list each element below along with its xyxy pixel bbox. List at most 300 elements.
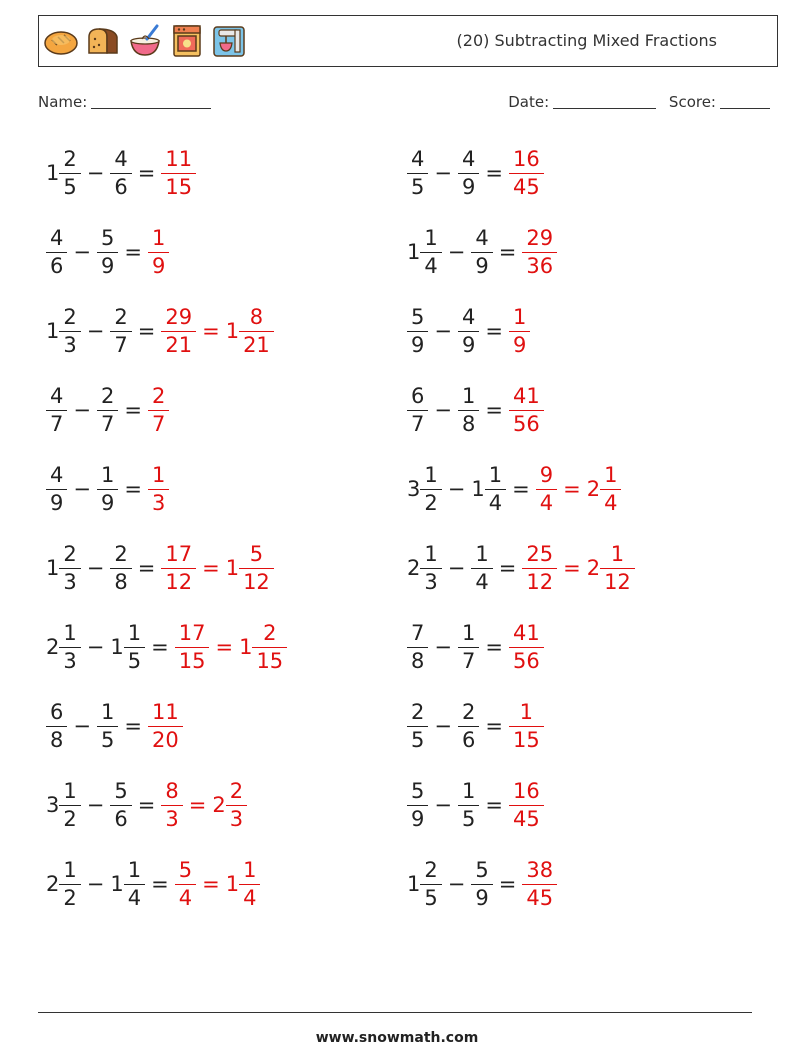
minuend-number	[407, 462, 442, 515]
answer-improper-number	[175, 857, 196, 910]
answer-mixed-number	[586, 462, 622, 515]
minuend-whole: 3	[46, 793, 60, 817]
subtrahend-number	[458, 146, 479, 199]
answer	[509, 699, 544, 752]
subtrahend-fraction	[460, 383, 477, 436]
subtrahend-number	[97, 225, 118, 278]
subtrahend-numerator: 2	[461, 699, 476, 724]
score-blank[interactable]	[720, 94, 770, 109]
minuend-numerator: 4	[411, 146, 425, 171]
answer-equals-sign: =	[215, 635, 234, 659]
problem-item	[46, 378, 169, 442]
subtrahend-fraction	[99, 383, 116, 436]
subtrahend-fraction	[460, 620, 477, 673]
answer-improper-denominator: 9	[509, 331, 530, 356]
minuend-denominator: 3	[420, 568, 441, 593]
subtrahend-fraction	[487, 462, 504, 515]
minuend-number	[407, 146, 428, 199]
answer-mixed-fraction	[241, 857, 258, 910]
minus-sign: −	[86, 319, 105, 343]
minuend-fraction	[61, 620, 78, 673]
subtrahend-number	[471, 225, 492, 278]
answer-improper-numerator: 17	[178, 620, 206, 645]
answer	[536, 462, 622, 515]
subtrahend-fraction	[473, 225, 490, 278]
subtrahend-denominator: 7	[110, 331, 131, 356]
minuend-whole: 1	[46, 319, 60, 343]
answer-improper-fraction	[524, 225, 555, 278]
answer-improper-numerator: 29	[526, 225, 554, 250]
answer-mixed-number	[212, 778, 247, 831]
problem-item	[46, 299, 274, 363]
answer-mixed-whole: 1	[225, 319, 240, 343]
minus-sign: −	[447, 556, 466, 580]
subtrahend-fraction	[99, 462, 116, 515]
subtrahend-fraction	[460, 699, 477, 752]
subtrahend-number	[458, 620, 479, 673]
answer-improper-denominator: 21	[161, 331, 196, 356]
minuend-whole: 3	[407, 477, 421, 501]
answer-improper-fraction	[150, 225, 167, 278]
minus-sign: −	[73, 477, 91, 501]
answer-mixed-number	[239, 620, 287, 673]
minuend-fraction	[61, 857, 78, 910]
subtrahend-numerator: 4	[475, 225, 489, 250]
answer-improper-number	[522, 541, 557, 594]
problem-item	[46, 457, 169, 521]
answer-improper-fraction	[511, 383, 542, 436]
answer	[175, 620, 287, 673]
answer-improper-denominator: 3	[148, 489, 169, 514]
answer	[509, 620, 544, 673]
answer-improper-numerator: 5	[178, 857, 193, 882]
answer-improper-numerator: 29	[165, 304, 193, 329]
answer-equals-sign: =	[202, 556, 220, 580]
minuend-numerator: 2	[63, 304, 77, 329]
minus-sign: −	[447, 477, 466, 501]
answer-improper-fraction	[511, 146, 542, 199]
minuend-whole: 1	[407, 240, 421, 264]
minus-sign: −	[86, 161, 105, 185]
answer-improper-fraction	[511, 699, 542, 752]
subtrahend-number	[471, 462, 506, 515]
equals-sign: =	[151, 872, 169, 896]
subtrahend-denominator: 9	[458, 331, 479, 356]
minus-sign: −	[73, 240, 91, 264]
subtrahend-number	[110, 304, 131, 357]
mixing-bowl-icon	[127, 23, 163, 59]
problem-item	[407, 536, 635, 600]
minuend-number	[46, 699, 67, 752]
subtrahend-fraction	[126, 857, 143, 910]
answer-mixed-numerator: 8	[249, 304, 264, 329]
subtrahend-numerator: 5	[114, 778, 128, 803]
subtrahend-denominator: 6	[110, 805, 131, 830]
problem-item	[407, 852, 557, 916]
minus-sign: −	[73, 714, 91, 738]
minuend-fraction	[61, 146, 78, 199]
equals-sign: =	[137, 793, 156, 817]
subtrahend-whole: 1	[471, 477, 485, 501]
answer-improper-fraction	[511, 778, 542, 831]
subtrahend-denominator: 9	[471, 884, 492, 909]
answer-improper-fraction	[524, 857, 555, 910]
subtrahend-numerator: 2	[114, 304, 128, 329]
subtrahend-denominator: 9	[97, 252, 118, 277]
problem-item	[407, 378, 544, 442]
date-label: Date:	[508, 93, 550, 111]
subtrahend-numerator: 1	[127, 857, 142, 882]
answer-mixed-whole: 2	[586, 477, 601, 501]
score-label: Score:	[668, 93, 716, 111]
answer-improper-fraction	[177, 620, 208, 673]
minuend-fraction	[409, 699, 426, 752]
subtrahend-numerator: 2	[114, 541, 128, 566]
minuend-fraction	[409, 146, 426, 199]
subtrahend-numerator: 1	[475, 541, 489, 566]
minuend-fraction	[422, 857, 439, 910]
answer-mixed-denominator: 12	[600, 568, 635, 593]
footer-divider	[38, 1012, 752, 1013]
subtrahend-numerator: 2	[100, 383, 115, 408]
minuend-denominator: 7	[46, 410, 67, 435]
minus-sign: −	[447, 240, 466, 264]
equals-sign: =	[137, 161, 156, 185]
minuend-fraction	[61, 778, 78, 831]
subtrahend-denominator: 6	[110, 173, 131, 198]
answer-mixed-whole: 1	[225, 872, 240, 896]
minuend-number	[46, 383, 67, 436]
problem-item	[407, 773, 544, 837]
answer-improper-numerator: 11	[151, 699, 179, 724]
answer-improper-number	[522, 857, 557, 910]
minuend-fraction	[61, 304, 78, 357]
minuend-numerator: 2	[63, 146, 77, 171]
minuend-numerator: 6	[411, 383, 425, 408]
problem-item	[46, 852, 260, 916]
answer-mixed-number	[225, 304, 274, 357]
subtrahend-number	[458, 383, 479, 436]
problem-item	[46, 141, 196, 205]
minuend-number	[46, 146, 81, 199]
equals-sign: =	[485, 319, 503, 343]
problem-item	[407, 694, 544, 758]
answer-improper-fraction	[511, 304, 528, 357]
subtrahend-numerator: 4	[461, 304, 476, 329]
answer-mixed-fraction	[254, 620, 285, 673]
answer-improper-numerator: 8	[165, 778, 179, 803]
answer-mixed-fraction	[602, 462, 619, 515]
answer-mixed-numerator: 1	[243, 857, 257, 882]
answer-improper-number	[161, 541, 196, 594]
equals-sign: =	[498, 556, 517, 580]
answer-mixed-numerator: 1	[604, 462, 618, 487]
problem-item	[407, 457, 621, 521]
minuend-denominator: 3	[59, 331, 80, 356]
answer	[161, 146, 196, 199]
answer	[509, 304, 530, 357]
subtrahend-fraction	[112, 146, 129, 199]
minuend-numerator: 4	[50, 383, 64, 408]
subtrahend-number	[110, 857, 145, 910]
answer-improper-number	[161, 304, 196, 357]
answer-improper-number	[148, 225, 169, 278]
minuend-number	[407, 620, 428, 673]
minuend-whole: 2	[46, 872, 60, 896]
minuend-numerator: 1	[63, 778, 77, 803]
answer-improper-number	[509, 383, 544, 436]
header-icons	[43, 23, 247, 59]
answer-improper-number	[509, 778, 544, 831]
minuend-fraction	[48, 383, 65, 436]
answer-improper-denominator: 15	[161, 173, 196, 198]
answer-improper-denominator: 36	[522, 252, 557, 277]
minuend-numerator: 7	[411, 620, 425, 645]
minuend-denominator: 5	[407, 726, 428, 751]
subtrahend-number	[458, 304, 479, 357]
answer	[148, 225, 169, 278]
answer-improper-denominator: 56	[509, 410, 544, 435]
minus-sign: −	[447, 872, 466, 896]
equals-sign: =	[498, 872, 517, 896]
answer-mixed-whole: 1	[239, 635, 253, 659]
answer	[161, 541, 273, 594]
answer-mixed-denominator: 15	[252, 647, 287, 672]
answer-improper-fraction	[163, 541, 194, 594]
minuend-denominator: 5	[407, 173, 428, 198]
answer	[161, 304, 273, 357]
answer	[522, 857, 557, 910]
subtrahend-numerator: 1	[127, 620, 142, 645]
subtrahend-number	[97, 462, 118, 515]
answer-improper-denominator: 3	[161, 805, 182, 830]
answer-improper-numerator: 2	[151, 383, 166, 408]
answer-improper-denominator: 4	[536, 489, 557, 514]
answer-improper-numerator: 16	[512, 778, 540, 803]
worksheet-header	[38, 15, 778, 67]
subtrahend-numerator: 1	[488, 462, 503, 487]
subtrahend-fraction	[473, 541, 490, 594]
answer-improper-numerator: 41	[512, 383, 540, 408]
answer-improper-denominator: 45	[509, 173, 544, 198]
minuend-numerator: 1	[63, 857, 77, 882]
subtrahend-denominator: 4	[124, 884, 145, 909]
equals-sign: =	[124, 714, 142, 738]
minuend-number	[46, 778, 81, 831]
subtrahend-number	[97, 699, 118, 752]
subtrahend-number	[110, 541, 131, 594]
minuend-denominator: 2	[59, 884, 80, 909]
subtrahend-fraction	[126, 620, 143, 673]
minuend-fraction	[48, 699, 65, 752]
minus-sign: −	[434, 635, 452, 659]
equals-sign: =	[151, 635, 169, 659]
answer	[522, 225, 557, 278]
minuend-fraction	[409, 620, 426, 673]
minuend-numerator: 2	[63, 541, 77, 566]
answer-mixed-denominator: 12	[239, 568, 274, 593]
minus-sign: −	[434, 793, 452, 817]
subtrahend-numerator: 1	[100, 462, 115, 487]
equals-sign: =	[137, 556, 156, 580]
minuend-denominator: 9	[407, 805, 428, 830]
equals-sign: =	[485, 793, 503, 817]
subtrahend-number	[110, 146, 131, 199]
answer-mixed-denominator: 21	[239, 331, 274, 356]
answer-mixed-number	[225, 541, 274, 594]
minuend-fraction	[48, 225, 65, 278]
minuend-numerator: 2	[424, 857, 438, 882]
subtrahend-fraction	[112, 778, 129, 831]
date-blank[interactable]	[553, 94, 656, 109]
answer-mixed-numerator: 2	[229, 778, 244, 803]
minuend-denominator: 2	[59, 805, 80, 830]
answer-improper-denominator: 56	[509, 647, 544, 672]
subtrahend-denominator: 6	[458, 726, 479, 751]
subtrahend-whole: 1	[110, 872, 124, 896]
answer-improper-denominator: 45	[509, 805, 544, 830]
answer-improper-fraction	[163, 146, 194, 199]
answer-mixed-denominator: 3	[226, 805, 247, 830]
problem-item	[46, 536, 274, 600]
subtrahend-number	[471, 857, 492, 910]
minuend-denominator: 4	[420, 252, 441, 277]
minuend-numerator: 6	[50, 699, 64, 724]
minuend-denominator: 6	[46, 252, 67, 277]
subtrahend-denominator: 9	[471, 252, 492, 277]
answer-mixed-fraction	[241, 541, 272, 594]
answer-improper-number	[161, 778, 182, 831]
minuend-denominator: 8	[407, 647, 428, 672]
answer-mixed-denominator: 4	[239, 884, 260, 909]
subtrahend-number	[110, 620, 145, 673]
answer	[509, 146, 544, 199]
answer-improper-denominator: 4	[175, 884, 196, 909]
minuend-denominator: 5	[420, 884, 441, 909]
minus-sign: −	[86, 556, 105, 580]
problem-item	[407, 220, 557, 284]
answer-improper-denominator: 15	[175, 647, 210, 672]
equals-sign: =	[124, 477, 142, 501]
answer-improper-numerator: 1	[151, 462, 166, 487]
answer-mixed-whole: 2	[586, 556, 601, 580]
answer-equals-sign: =	[202, 319, 220, 343]
minuend-numerator: 4	[50, 462, 64, 487]
minuend-number	[46, 857, 81, 910]
worksheet-title: (20) Subtracting Mixed Fractions	[456, 31, 717, 50]
equals-sign: =	[485, 714, 503, 738]
minus-sign: −	[434, 398, 452, 422]
answer-improper-number	[148, 462, 169, 515]
minuend-denominator: 5	[59, 173, 80, 198]
minuend-number	[46, 462, 67, 515]
answer-improper-denominator: 7	[148, 410, 169, 435]
minuend-denominator: 9	[46, 489, 67, 514]
answer-mixed-numerator: 1	[610, 541, 625, 566]
answer-improper-number	[522, 225, 557, 278]
answer-equals-sign: =	[202, 872, 220, 896]
answer-improper-number	[148, 699, 183, 752]
minus-sign: −	[86, 793, 105, 817]
subtrahend-number	[110, 778, 131, 831]
subtrahend-denominator: 9	[97, 489, 118, 514]
minuend-fraction	[422, 225, 439, 278]
subtrahend-number	[458, 699, 479, 752]
subtrahend-numerator: 1	[461, 620, 476, 645]
minuend-numerator: 5	[411, 304, 425, 329]
subtrahend-fraction	[99, 225, 116, 278]
minuend-whole: 1	[46, 161, 60, 185]
name-label: Name:	[38, 93, 88, 111]
subtrahend-denominator: 4	[471, 568, 492, 593]
subtrahend-number	[458, 778, 479, 831]
footer-site: www.snowmath.com	[315, 1030, 479, 1046]
problem-item	[46, 615, 287, 679]
answer-improper-numerator: 38	[526, 857, 554, 882]
answer-mixed-denominator: 4	[600, 489, 621, 514]
equals-sign: =	[485, 161, 503, 185]
answer	[175, 857, 261, 910]
subtrahend-numerator: 4	[461, 146, 476, 171]
minuend-numerator: 1	[424, 541, 438, 566]
minuend-numerator: 1	[63, 620, 77, 645]
problem-item	[46, 220, 169, 284]
subtrahend-denominator: 5	[124, 647, 145, 672]
name-field	[38, 93, 211, 111]
answer-improper-numerator: 25	[526, 541, 554, 566]
answer	[161, 778, 247, 831]
minuend-whole: 1	[46, 556, 60, 580]
subtrahend-denominator: 7	[97, 410, 118, 435]
subtrahend-denominator: 4	[485, 489, 506, 514]
minuend-number	[407, 304, 428, 357]
answer-improper-fraction	[511, 620, 542, 673]
answer-improper-numerator: 41	[512, 620, 540, 645]
minus-sign: −	[434, 319, 452, 343]
minuend-denominator: 3	[59, 647, 80, 672]
subtrahend-numerator: 1	[461, 778, 476, 803]
subtrahend-fraction	[99, 699, 116, 752]
equals-sign: =	[498, 240, 517, 264]
subtrahend-denominator: 7	[458, 647, 479, 672]
minuend-fraction	[422, 462, 439, 515]
minuend-denominator: 2	[420, 489, 441, 514]
answer-improper-denominator: 45	[522, 884, 557, 909]
minuend-number	[46, 541, 81, 594]
answer-mixed-number	[225, 857, 261, 910]
equals-sign: =	[512, 477, 530, 501]
answer-improper-number	[536, 462, 557, 515]
answer-mixed-fraction	[241, 304, 272, 357]
stand-mixer-icon	[211, 23, 247, 59]
subtrahend-fraction	[473, 857, 490, 910]
minuend-number	[407, 225, 442, 278]
minuend-fraction	[48, 462, 65, 515]
minuend-number	[46, 225, 67, 278]
minuend-denominator: 9	[407, 331, 428, 356]
minuend-number	[46, 620, 81, 673]
subtrahend-fraction	[460, 778, 477, 831]
answer-improper-fraction	[538, 462, 555, 515]
answer	[148, 383, 169, 436]
subtrahend-denominator: 8	[458, 410, 479, 435]
problem-item	[46, 694, 183, 758]
name-blank[interactable]	[91, 94, 211, 109]
answer-improper-numerator: 17	[165, 541, 193, 566]
answer	[522, 541, 634, 594]
minuend-number	[407, 541, 442, 594]
subtrahend-denominator: 5	[97, 726, 118, 751]
